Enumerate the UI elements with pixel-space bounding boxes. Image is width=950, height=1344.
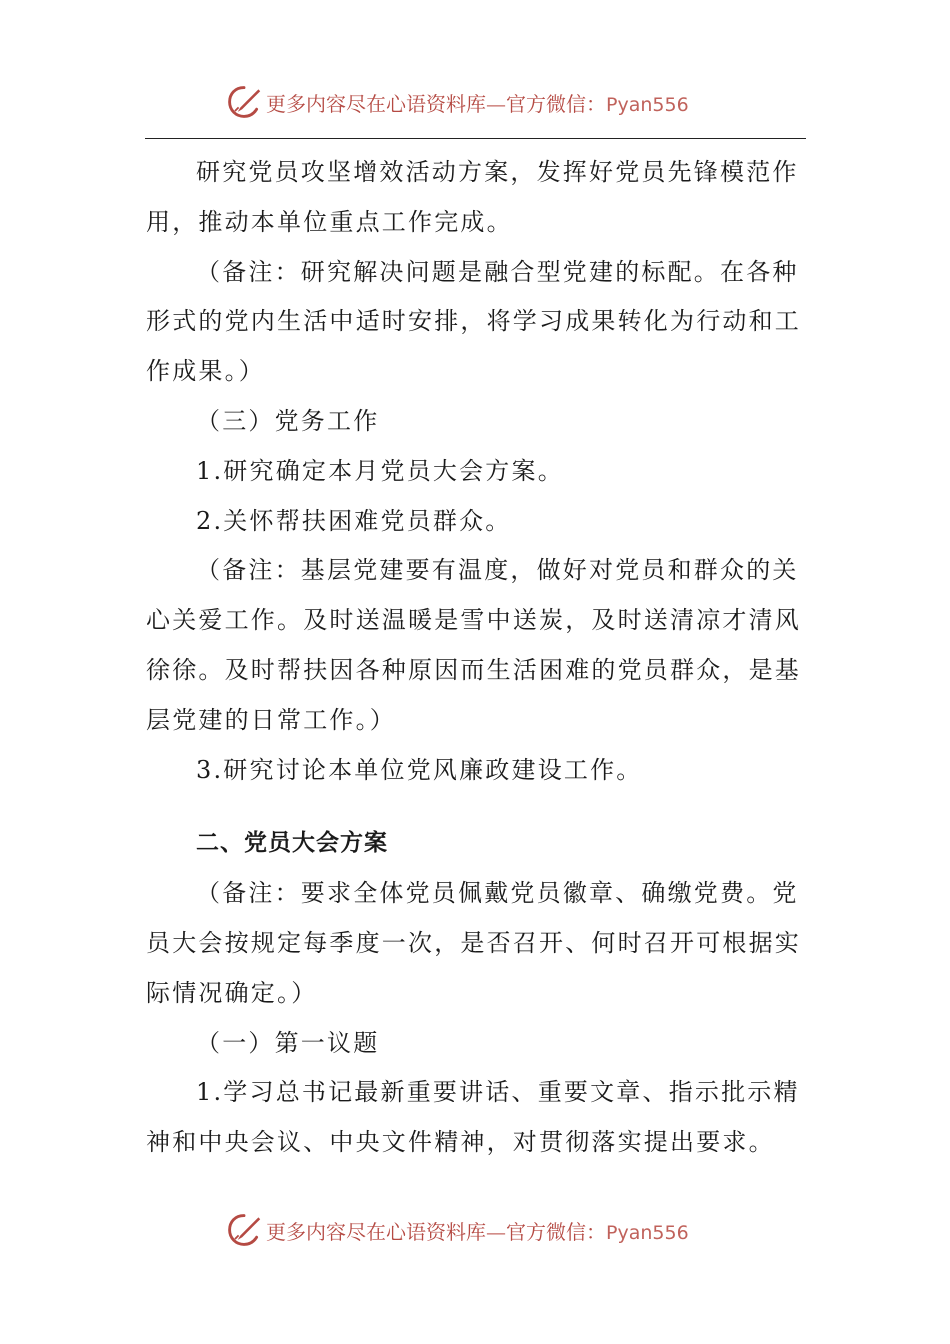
watermark-brand: 更多内容尽在心语资料库 xyxy=(266,1219,486,1244)
note-line: （备注：要求全体党员佩戴党员徽章、确缴党费。党 xyxy=(196,879,799,908)
watermark-wechat-id: Pyan556 xyxy=(606,93,689,116)
subsection-heading: （一）第一议题 xyxy=(196,1028,380,1057)
footer-watermark xyxy=(226,1210,689,1250)
note-line: 际情况确定。） xyxy=(146,978,318,1007)
note-line: 层党建的日常工作。） xyxy=(146,705,396,734)
list-item: 1.学习总书记最新重要讲话、重要文章、指示批示精 xyxy=(196,1078,800,1107)
watermark-separator: — xyxy=(486,1219,506,1244)
note-line: 徐徐。及时帮扶因各种原因而生活困难的党员群众，是基 xyxy=(146,655,801,684)
note-line: （备注：研究解决问题是融合型党建的标配。在各种 xyxy=(196,257,799,286)
watermark-separator: — xyxy=(486,91,506,116)
watermark-wechat-id: Pyan556 xyxy=(606,1221,689,1244)
section-heading: 二、党员大会方案 xyxy=(196,830,388,857)
note-line: 员大会按规定每季度一次，是否召开、何时召开可根据实 xyxy=(146,928,801,957)
list-item: 1.研究确定本月党员大会方案。 xyxy=(196,456,564,485)
watermark-text xyxy=(266,1216,689,1245)
watermark-brand: 更多内容尽在心语资料库 xyxy=(266,91,486,116)
note-line: 作成果。） xyxy=(146,357,265,386)
note-line: （备注：基层党建要有温度，做好对党员和群众的关 xyxy=(196,556,799,585)
header-divider xyxy=(145,138,806,139)
list-item: 神和中央会议、中央文件精神，对贯彻落实提出要求。 xyxy=(146,1128,775,1157)
paragraph-line: 研究党员攻坚增效活动方案，发挥好党员先锋模范作 xyxy=(196,158,799,186)
paragraph-line: 用，推动本单位重点工作完成。 xyxy=(146,207,513,236)
quill-pen-logo-icon xyxy=(226,1212,262,1248)
header-watermark xyxy=(226,82,689,122)
subsection-heading: （三）党务工作 xyxy=(196,406,380,435)
document-body xyxy=(146,148,801,1168)
note-line: 心关爱工作。及时送温暖是雪中送炭，及时送清凉才清风 xyxy=(146,606,801,635)
list-item: 3.研究讨论本单位党风廉政建设工作。 xyxy=(196,755,643,784)
list-item: 2.关怀帮扶困难党员群众。 xyxy=(196,506,512,535)
note-line: 形式的党内生活中适时安排，将学习成果转化为行动和工 xyxy=(146,307,801,336)
watermark-label: 官方微信： xyxy=(506,91,606,116)
watermark-label: 官方微信： xyxy=(506,1219,606,1244)
quill-pen-logo-icon xyxy=(226,84,262,120)
watermark-text xyxy=(266,88,689,117)
